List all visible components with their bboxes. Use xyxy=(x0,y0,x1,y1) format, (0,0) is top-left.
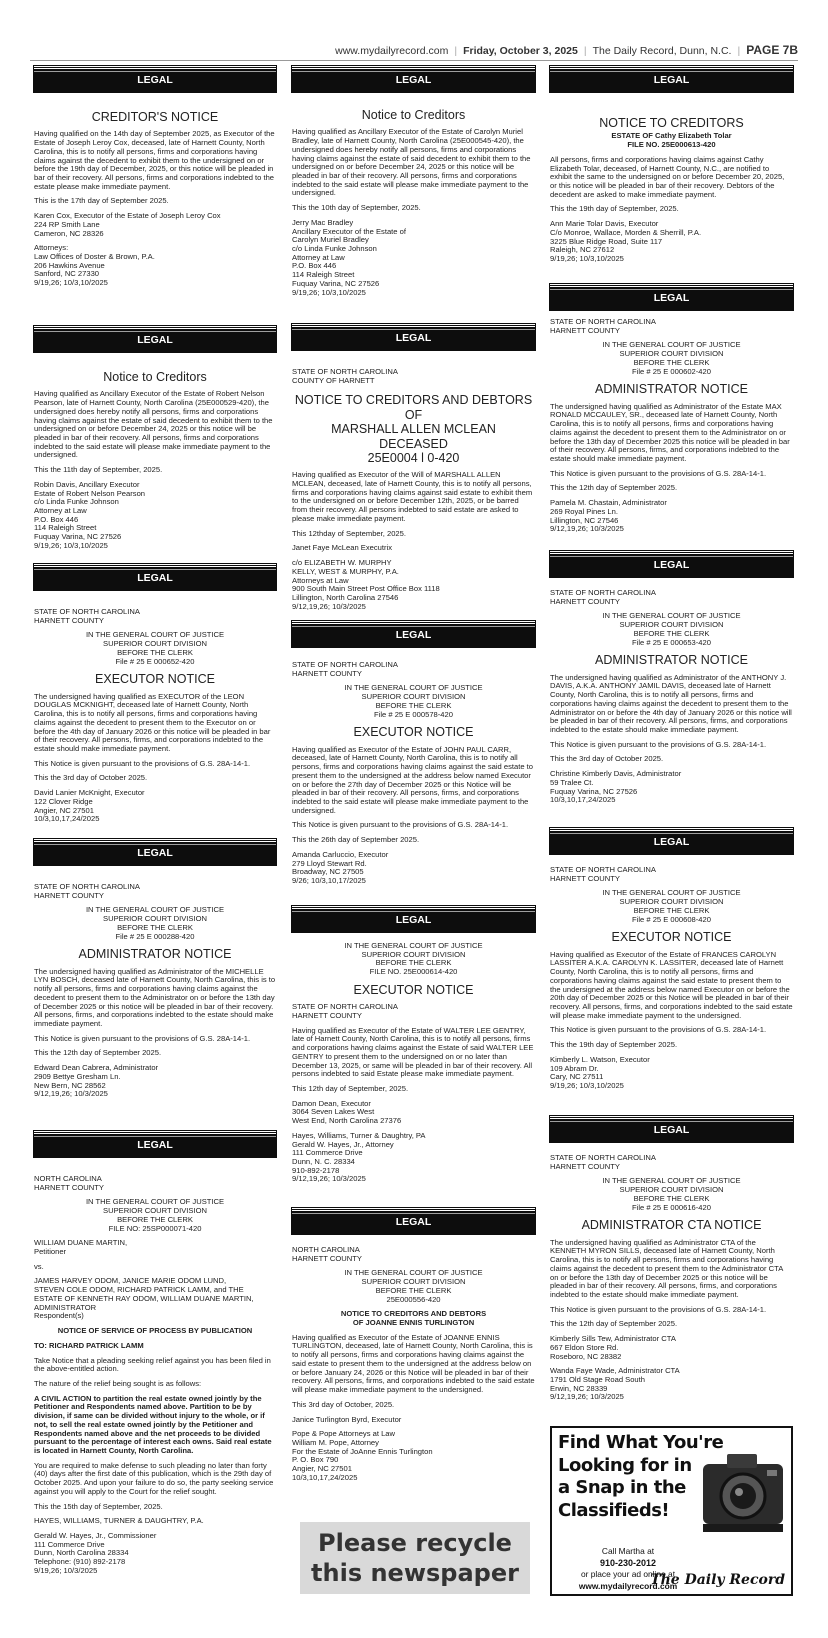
notice-date: This 3rd day of October, 2025. xyxy=(292,1399,395,1409)
notice-title: Notice to Creditors xyxy=(361,108,466,122)
notice-creditors-tolar xyxy=(550,66,793,270)
notice-date: This the 3rd day of October 2025. xyxy=(34,773,148,783)
signature-block: Jerry Mac Bradley Ancillary Executor of the Estate of Carolyn Muriel Bradley c/o Linda Funke Johnson Attorney at Law P.O. Box 446 114 Raleigh Street Fuquay Varina, NC 27526 9/19,26; 10/3,10/2025 xyxy=(292,217,406,297)
notice-body: Having qualified as Ancillary Executor of the Estate of Robert Nelson Pearson, late of Harnett County, North Carolina (25E000529-420), the undersigned does hereby notify all persons, firms and corporations having claims against the estate of said decedent to exhibit them to the undersigned on or before December 24, 2025 or this notice will be pleaded in bar of their recovery. All persons, firms and corporations indebted to the said estate will please make immediate payment to the undersigned. xyxy=(34,389,273,460)
notice-service-publication xyxy=(34,1131,276,1582)
notice-date: This 12thday of September, 2025. xyxy=(292,528,406,538)
notice-creditors-mclean xyxy=(292,324,535,617)
notice-paragraph: The nature of the relief being sought is as follows: xyxy=(34,1378,202,1388)
court-heading: IN THE GENERAL COURT OF JUSTICE SUPERIOR COURT DIVISION BEFORE THE CLERK File # 25 E 000288-420 xyxy=(85,905,225,941)
signature-block: David Lanier McKnight, Executor 122 Clover Ridge Angier, NC 27501 10/3,10,17,24/2025 xyxy=(34,788,145,824)
notice-body: Having qualified as Executor of the Will of MARSHALL ALLEN MCLEAN, deceased, late of Harnett County, this is to notify all persons, firms and corporations having claims against said estate to exhibit them to the undersigned on or before December 12th, 2025, or be barred from their recovery. All persons indebted to said estate are asked to please make immediate payment. xyxy=(292,470,533,523)
header-paper: The Daily Record, Dunn, N.C. xyxy=(592,44,732,57)
legal-banner: LEGAL xyxy=(34,839,276,865)
notice-date: This is the 17th day of September 2025. xyxy=(34,196,169,206)
notice-title: EXECUTOR NOTICE xyxy=(95,672,215,687)
notice-body: The undersigned having qualified as EXECUTOR of the LEON DOUGLAS MCKNIGHT, deceased late of Harnett County, North Carolina, this is to notify all persons, firms and corporations having claims against the decedent to present them to the Executor on or before the 4th day of January 2026 or this notice will be pleaded in bar of their recovery. All persons, firms, and corporations indebted to the estate should make immediate payment. xyxy=(34,691,271,753)
signature-block: Wanda Faye Wade, Administrator CTA 1791 Old Stage Road South Erwin, NC 28339 9/12,19,26; 10/3/2025 xyxy=(550,1366,680,1402)
signature-block: Robin Davis, Ancillary Executor Estate of Robert Nelson Pearson c/o Linda Funke Johnson Attorney at Law P.O. Box 446 114 Raleigh Street Fuquay Varina, NC 27526 9/19,26; 10/3,10/2025 xyxy=(34,479,146,550)
court-heading: IN THE GENERAL COURT OF JUSTICE SUPERIOR COURT DIVISION BEFORE THE CLERK File # 25 E 000578-420 xyxy=(344,683,483,719)
notice-title: NOTICE TO CREDITORS xyxy=(599,116,744,130)
notice-title: CREDITOR'S NOTICE xyxy=(91,110,219,124)
notice-statute: This Notice is given pursuant to the provisions of G.S. 28A-14-1. xyxy=(34,1033,251,1043)
daily-record-logo: The Daily Record xyxy=(650,1571,785,1588)
notice-executor-mcknight xyxy=(34,564,276,830)
notice-date: This the 10th day of September, 2025. xyxy=(292,203,421,213)
notice-date: This the 19th day of September 2025. xyxy=(550,1040,678,1050)
notice-executor-carr xyxy=(292,621,535,892)
recycle-line: Please recycle xyxy=(318,1529,512,1557)
court-heading: IN THE GENERAL COURT OF JUSTICE SUPERIOR COURT DIVISION BEFORE THE CLERK File # 25 E 000652-420 xyxy=(85,630,225,666)
ad-contact: Call Martha at 910-230-2012 or place your ad online at www.mydailyrecord.com xyxy=(558,1546,698,1592)
legal-banner: LEGAL xyxy=(34,326,276,352)
notice-statute: This Notice is given pursuant to the provisions of G.S. 28A-14-1. xyxy=(550,739,767,749)
notice-title: NOTICE OF SERVICE OF PROCESS BY PUBLICATION xyxy=(57,1326,253,1336)
header-date: Friday, October 3, 2025 xyxy=(463,44,578,57)
executor-block: Damon Dean, Executor 3064 Seven Lakes West West End, North Carolina 27376 xyxy=(292,1098,402,1126)
notice-date: This 12th day of September, 2025. xyxy=(292,1084,409,1093)
legal-banner: LEGAL xyxy=(34,564,276,590)
court-heading: IN THE GENERAL COURT OF JUSTICE SUPERIOR COURT DIVISION BEFORE THE CLERK File # 25 E 000653-420 xyxy=(602,611,741,647)
signature-block: Pamela M. Chastain, Administrator 269 Royal Pines Ln. Lillington, NC 27546 9/12,19,26; 10/3/2025 xyxy=(550,498,667,534)
legal-banner: LEGAL xyxy=(292,66,535,92)
notice-title: NOTICE TO CREDITORS AND DEBTORS OF JOANNE ENNIS TURLINGTON xyxy=(340,1309,487,1328)
notice-title: EXECUTOR NOTICE xyxy=(611,930,732,945)
camera-icon xyxy=(697,1436,787,1554)
notice-creditors-pearson xyxy=(34,326,276,557)
state-county: NORTH CAROLINA HARNETT COUNTY xyxy=(292,1245,362,1263)
legal-banner: LEGAL xyxy=(34,1131,276,1157)
administrator-block: Kimberly Sills Tew, Administrator CTA 667 Eldon Store Rd. Roseboro, NC 28382 xyxy=(550,1334,676,1361)
notice-body: The undersigned having qualified as Administrator of the ANTHONY J. DAVIS, A.K.A. ANTHONY JAMIL DAVIS, deceased late of Harnett County, North Carolina, this is to notify all persons, firms and corporations having claims against the decedent to present them to the Administrator on or before the 4th day of January 2026 or this notice will be pleaded in bar of their recovery. All persons, firms, and corporations indebted to the estate should make immediate payment. xyxy=(550,672,792,734)
state-county: STATE OF NORTH CAROLINA HARNETT COUNTY xyxy=(292,1002,398,1020)
page-number: PAGE 7B xyxy=(746,43,798,58)
notice-date: This the 19th day of September, 2025. xyxy=(550,204,679,214)
legal-banner: LEGAL xyxy=(550,551,793,577)
notice-executor-gentry xyxy=(292,906,535,1190)
notice-body: Having qualified as Executor of the Estate of JOANNE ENNIS TURLINGTON, deceased, late of Harnett County, North Carolina, this is to notify all persons, firms and corporations having claims against the said estate to present them to the undersigned at the address below on or before January 24, 2026 or this Notice will be pleaded in bar of their recovery. All persons, firms, and corporations indebted to the said estate will please make immediate payment to the undersigned. xyxy=(292,1332,535,1395)
signature-block: Hayes, Williams, Turner & Daughtry, PA Gerald W. Hayes, Jr., Attorney 111 Commerce Drive Dunn, N. C. 28334 910-892-2178 9/12,19,26; 10/3/2025 xyxy=(292,1130,426,1184)
notice-date: This the 15th day of September, 2025. xyxy=(34,1501,163,1511)
state-county: STATE OF NORTH CAROLINA HARNETT COUNTY xyxy=(550,865,656,883)
notice-administrator-davis xyxy=(550,551,793,811)
notice-title: Notice to Creditors xyxy=(103,370,207,384)
notice-date: This the 11th day of September, 2025. xyxy=(34,465,163,475)
executrix: Janet Faye McLean Executrix xyxy=(292,543,393,553)
estate-heading: ESTATE OF Cathy Elizabeth Tolar FILE NO. 25E000613-420 xyxy=(611,131,732,150)
state-county: STATE OF NORTH CAROLINA HARNETT COUNTY xyxy=(34,882,140,900)
notice-paragraph: You are required to make defense to such pleading no later than forty (40) days after the first date of this publication, which is the 29th day of October 2025. And upon your failure to do so, the party seeking service against you will apply to the Court for the relief sought. xyxy=(34,1460,274,1496)
header-separator: | xyxy=(583,44,587,57)
notice-creditors-cox xyxy=(34,66,276,294)
notice-body: Having qualified as Ancillary Executor of the Estate of Carolyn Muriel Bradley, late of Harnett County, North Carolina (25E000545-420), the undersigned does hereby notify all persons, firms and corporations having claims against the estate of said decedent to exhibit them to the undersigned on or before December 24, 2025 or this notice will be pleaded in bar of their recovery. All persons, firms and corporations indebted to the said estate will please make immediate payment to the undersigned. xyxy=(292,127,531,198)
state-county: NORTH CAROLINA HARNETT COUNTY xyxy=(34,1174,104,1192)
legal-banner: LEGAL xyxy=(292,324,535,350)
notice-date: This the 12th day of September 2025. xyxy=(550,1319,678,1329)
notice-statute: This Notice is given pursuant to the provisions of G.S. 28A-14-1. xyxy=(550,1025,767,1035)
legal-banner: LEGAL xyxy=(550,284,793,310)
notice-body: The undersigned having qualified as Administrator CTA of the KENNETH MYRON SILLS, deceased late of Harnett County, North Carolina, this is to notify all persons, firms and corporations having claims against the decedent to present them to the Administrator CTA on or before the 13th day of December 2025 or this notice will be pleaded in bar of their recovery. All persons, firms, and corporations indebted to the estate should make immediate payment. xyxy=(550,1237,783,1299)
state-county: STATE OF NORTH CAROLINA HARNETT COUNTY xyxy=(550,588,656,606)
notice-title: NOTICE TO CREDITORS AND DEBTORS OF MARSHALL ALLEN MCLEAN DECEASED 25E0004 l 0-420 xyxy=(294,393,533,465)
versus: vs. xyxy=(34,1261,44,1271)
respondents: JAMES HARVEY ODOM, JANICE MARIE ODOM LUND, STEVEN COLE ODOM, RICHARD PATRICK LAMM, and THE ESTATE OF KENNETH RAY ODOM, WILLIAM DUANE MARTIN, ADMINISTRATOR Respondent(s) xyxy=(34,1276,254,1321)
state-county: STATE OF NORTH CAROLINA COUNTY OF HARNETT xyxy=(292,367,398,385)
notice-title: ADMINISTRATOR NOTICE xyxy=(78,947,232,962)
notice-statute: This Notice is given pursuant to the provisions of G.S. 28A-14-1. xyxy=(34,758,251,768)
notice-date: This the 12th day of September 2025. xyxy=(34,1048,162,1058)
signature-block: c/o ELIZABETH W. MURPHY KELLY, WEST & MURPHY, P.A. Attorneys at Law 900 South Main Street Post Office Box 1118 Lillington, North Carolina 27546 9/12,19,26; 10/3/2025 xyxy=(292,558,440,611)
notice-title: ADMINISTRATOR NOTICE xyxy=(594,653,748,668)
header-separator: | xyxy=(737,44,741,57)
notice-body: All persons, firms and corporations having claims against Cathy Elizabeth Tolar, deceased, of Harnett County, N.C., are notified to exhibit the same to the undersigned on or before December 20, 2025, or this notice will be pleaded in bar of their recovery. Debtors of the decedent are asked to make immediate payment. xyxy=(550,154,785,199)
court-heading: IN THE GENERAL COURT OF JUSTICE SUPERIOR COURT DIVISION BEFORE THE CLERK 25E000556-420 xyxy=(344,1268,483,1304)
notice-date: This the 26th day of September 2025. xyxy=(292,835,420,845)
legal-banner: LEGAL xyxy=(550,66,793,92)
header-rule xyxy=(30,60,798,61)
notice-administrator-cta-sills xyxy=(550,1116,793,1408)
legal-banner: LEGAL xyxy=(292,621,535,647)
classifieds-ad[interactable] xyxy=(550,1426,793,1596)
notice-body: Having qualified as Executor of the Estate of JOHN PAUL CARR, deceased, late of Harnett County, North Carolina, this is to notify all persons, firms and corporations having claims against the said estate to present them to the undersigned at the address below named Executor on or before the 27th day of December 2025 or this Notice will be pleaded in bar of their recovery. All persons, firms, and corporations indebted to the said estate will please make immediate payment to the undersigned. xyxy=(292,744,534,815)
notice-administrator-mccauley xyxy=(550,284,793,540)
petitioner: WILLIAM DUANE MARTIN, Petitioner xyxy=(34,1238,128,1257)
notice-body: Having qualified as Executor of the Estate of WALTER LEE GENTRY, late of Harnett County, North Carolina, this is to notify all persons, firms and corporations having claims against the Estate of said WALTER LEE GENTRY to present them to the undersigned on or no later than December 13, 2025, or same will be pleaded in bar of their recovery. All persons indebted to said Estate please make immediate payment. xyxy=(292,1025,534,1079)
notice-relief: A CIVIL ACTION to partition the real estate owned jointly by the Petitioner and Respondents named above. Partition to be by division, if same can be divided without injury to the whole, or if not, to sell the real estate owned jointly by the Petitioner and Respondents named above and the net proceeds to be divided pursuant to the percentage of interest each owns. Said real estate is located in Harnett County, North Carolina. xyxy=(34,1393,272,1455)
notice-date: This the 12th day of September 2025. xyxy=(550,483,678,493)
notice-body: Having qualified as Executor of the Estate of FRANCES CAROLYN LASSITER A.K.A. CAROLYN K. LASSITER, deceased late of Harnett County, North Carolina, this is to notify all persons, firms and corporations having claims against the said estate to present them to the undersigned at the address below named Executor on or before the 20th day of December 2025 or this Notice will be pleaded in bar of their recovery. All persons, firms, and corporations indebted to the said estate will please make immediate payment to the undersigned. xyxy=(550,949,793,1020)
notice-creditors-bradley xyxy=(292,66,535,303)
recycle-banner xyxy=(300,1522,530,1594)
notice-addressee: TO: RICHARD PATRICK LAMM xyxy=(34,1340,144,1350)
header-url: www.mydailyrecord.com xyxy=(335,44,449,57)
state-county: STATE OF NORTH CAROLINA HARNETT COUNTY xyxy=(550,1153,656,1171)
page-header xyxy=(30,44,798,58)
notice-statute: This Notice is given pursuant to the provisions of G.S. 28A-14-1. xyxy=(550,1304,767,1314)
court-heading: IN THE GENERAL COURT OF JUSTICE SUPERIOR COURT DIVISION BEFORE THE CLERK File # 25 E 000608-420 xyxy=(602,888,741,924)
notice-body: Having qualified on the 14th day of September 2025, as Executor of the Estate of Joseph Leroy Cox, deceased, late of Harnett County, North Carolina, this is to notify all persons, firms and corporations having claims against the decedent to exhibit them to the undersigned on or before the 19th day of December, 2025, or this notice will be pleaded in bar of their recovery. All persons, firms and corporations indebted to the estate please make immediate payment. xyxy=(34,129,275,191)
signature-block: Edward Dean Cabrera, Administrator 2909 Bettye Gresham Ln. New Bern, NC 28562 9/12,19,26; 10/3/2025 xyxy=(34,1063,159,1099)
court-heading: IN THE GENERAL COURT OF JUSTICE SUPERIOR COURT DIVISION BEFORE THE CLERK File # 25 E 000616-420 xyxy=(602,1176,741,1212)
legal-banner: LEGAL xyxy=(550,828,793,854)
state-county: STATE OF NORTH CAROLINA HARNETT COUNTY xyxy=(550,317,656,335)
notice-date: This the 3rd day of October 2025. xyxy=(550,754,664,764)
state-county: STATE OF NORTH CAROLINA HARNETT COUNTY xyxy=(292,660,398,678)
court-heading: IN THE GENERAL COURT OF JUSTICE SUPERIOR COURT DIVISION BEFORE THE CLERK File # 25 E 000602-420 xyxy=(602,340,741,376)
signature-block: Kimberly L. Watson, Executor 109 Abram Dr. Cary, NC 27511 9/19,26; 10/3,10/2025 xyxy=(550,1054,650,1091)
signature-block: Christine Kimberly Davis, Administrator 59 Tralee Ct. Fuquay Varina, NC 27526 10/3,10,17,24/2025 xyxy=(550,769,682,805)
court-heading: IN THE GENERAL COURT OF JUSTICE SUPERIOR COURT DIVISION BEFORE THE CLERK FILE NO. 25E000614-420 xyxy=(344,941,483,977)
signature-block: Gerald W. Hayes, Jr., Commissioner 111 Commerce Drive Dunn, North Carolina 28334 Telephone: (910) 892-2178 9/19,26; 10/3/2025 xyxy=(34,1531,157,1575)
executor-name: Janice Turlington Byrd, Executor xyxy=(292,1414,402,1424)
notice-statute: This Notice is given pursuant to the provisions of G.S. 28A-14-1. xyxy=(292,820,509,830)
signature-block: Karen Cox, Executor of the Estate of Joseph Leroy Cox 224 RP Smith Lane Cameron, NC 28326 xyxy=(34,211,221,238)
header-separator: | xyxy=(454,44,458,57)
legal-banner: LEGAL xyxy=(550,1116,793,1142)
notice-paragraph: Take Notice that a pleading seeking relief against you has been filed in the above-entitled action. xyxy=(34,1355,271,1374)
notice-title: ADMINISTRATOR CTA NOTICE xyxy=(581,1218,762,1233)
ad-headline: Find What You're Looking for in a Snap in the Classifieds! xyxy=(558,1432,724,1521)
signature-block: Ann Marie Tolar Davis, Executor C/o Monroe, Wallace, Morden & Sherrill, P.A. 3225 Blue Ridge Road, Suite 117 Raleigh, NC 27612 9/19,26; 10/3,10/2025 xyxy=(550,219,702,263)
notice-administrator-bosch xyxy=(34,839,276,1105)
ad-website-link[interactable]: www.mydailyrecord.com xyxy=(578,1580,678,1591)
signature-block: Pope & Pope Attorneys at Law William M. Pope, Attorney For the Estate of JoAnne Ennis Turlington P. O. Box 790 Angier, NC 27501 10/3,10,17,24/2025 xyxy=(292,1429,433,1482)
legal-banner: LEGAL xyxy=(34,66,276,92)
law-firm: HAYES, WILLIAMS, TURNER & DAUGHTRY, P.A. xyxy=(34,1516,204,1526)
notice-executor-lassiter xyxy=(550,828,793,1097)
notice-title: EXECUTOR NOTICE xyxy=(353,982,474,997)
recycle-line: this newspaper xyxy=(311,1559,519,1587)
notice-title: EXECUTOR NOTICE xyxy=(353,725,474,740)
notice-title: ADMINISTRATOR NOTICE xyxy=(594,382,748,397)
notice-body: The undersigned having qualified as Administrator of the MICHELLE LYN BOSCH, deceased late of Harnett County, North Carolina, this is to notify all persons, firms and corporations having claims against the decedent to present them to the Administrator on or before the 13th day of December 2025 or this notice will be pleaded in bar of their recovery. All persons, firms, and corporations indebted to the estate should make immediate payment. xyxy=(34,966,276,1028)
court-heading: IN THE GENERAL COURT OF JUSTICE SUPERIOR COURT DIVISION BEFORE THE CLERK FILE NO: 25SP000071-420 xyxy=(85,1197,225,1233)
notice-creditors-turlington xyxy=(292,1208,535,1489)
notice-body: The undersigned having qualified as Administrator of the Estate MAX RONALD MCCAULEY, SR., deceased late of Harnett County, North Carolina, this is to notify all persons, firms and corporations having claims against the decedent to present them to the Administrator on or before the 13th day of December 2025 this notice will be pleaded in bar of their recovery. All persons, firms, and corporations indebted to the estate should make immediate payment. xyxy=(550,401,790,463)
legal-banner: LEGAL xyxy=(292,906,535,932)
signature-block: Amanda Carluccio, Executor 279 Lloyd Stewart Rd. Broadway, NC 27505 9/26; 10/3,10,17/2025 xyxy=(292,849,389,886)
notice-statute: This Notice is given pursuant to the provisions of G.S. 28A-14-1. xyxy=(550,468,767,478)
state-county: STATE OF NORTH CAROLINA HARNETT COUNTY xyxy=(34,607,140,625)
legal-banner: LEGAL xyxy=(292,1208,535,1234)
attorney-block: Attorneys: Law Offices of Doster & Brown, P.A. 206 Hawkins Avenue Sanford, NC 27330 9/19,26; 10/3,10/2025 xyxy=(34,243,155,288)
